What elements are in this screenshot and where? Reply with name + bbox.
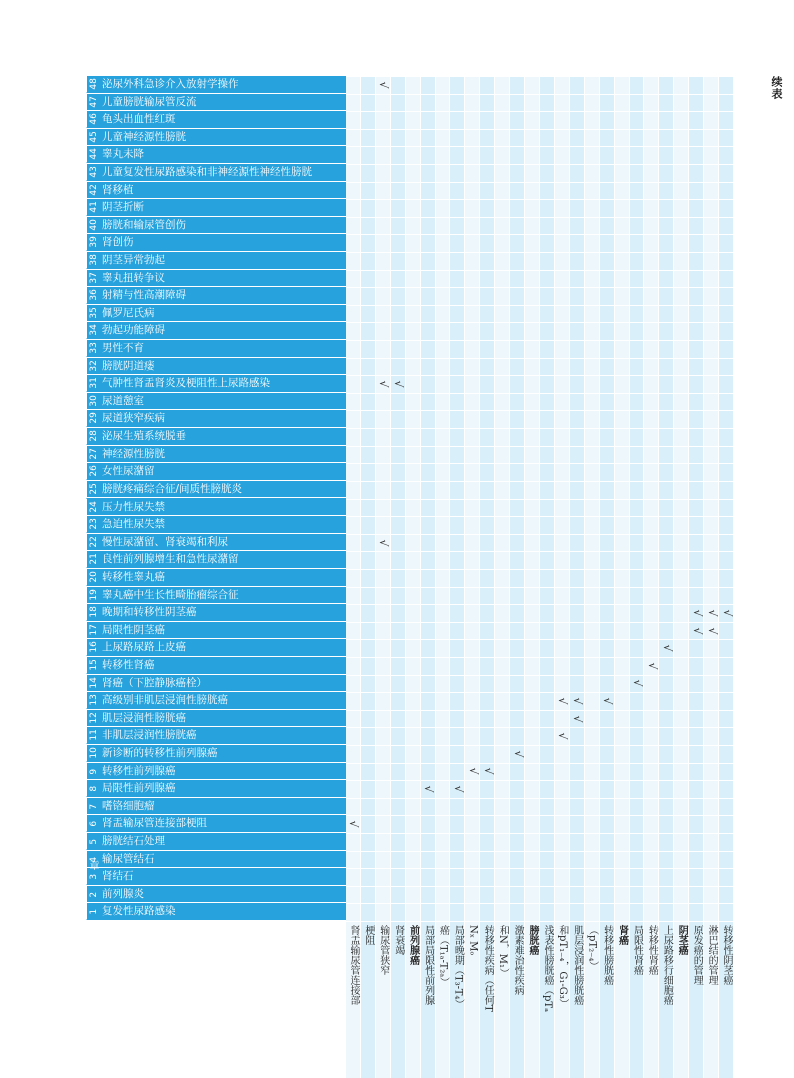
topic-label: 肌层浸润性膀胱癌 xyxy=(571,925,583,1005)
chapter-header-7 xyxy=(86,798,346,816)
chapter-number: 23 xyxy=(86,516,101,533)
chapter-number: 41 xyxy=(86,199,101,216)
grid-line xyxy=(346,234,734,235)
chapter-header-48 xyxy=(86,76,346,94)
chapter-number: 4 xyxy=(86,851,101,868)
chapter-title: 睾丸癌中生长性畸胎瘤综合征 xyxy=(102,588,239,601)
topic-label: 梗阻 xyxy=(362,925,374,945)
chapter-title: 男性不育 xyxy=(102,342,144,355)
chapter-number: 46 xyxy=(86,111,101,128)
grid-line xyxy=(346,851,734,852)
chapter-column-label: 章 xyxy=(87,860,98,870)
chapter-number: 47 xyxy=(86,94,101,111)
chapter-title: 泌尿外科急诊介入放射学操作 xyxy=(102,78,239,90)
check-mark: √ xyxy=(556,697,570,705)
chapter-header-36 xyxy=(86,287,346,305)
chapter-number: 37 xyxy=(86,270,101,287)
chapter-number: 14 xyxy=(86,675,101,692)
check-mark: √ xyxy=(571,715,585,723)
check-mark: √ xyxy=(705,627,719,635)
chapter-title: 女性尿潴留 xyxy=(102,465,155,478)
chapter-header-44 xyxy=(86,146,346,164)
check-mark: √ xyxy=(422,785,436,793)
grid-line xyxy=(346,868,734,869)
topic-label: 转移性膀胱癌 xyxy=(601,925,613,985)
grid-line xyxy=(346,886,734,887)
check-mark: √ xyxy=(481,767,495,775)
chapter-number: 43 xyxy=(86,164,101,181)
check-mark: √ xyxy=(705,609,719,617)
chapter-title: 高级别非肌层浸润性膀胱癌 xyxy=(102,694,228,707)
chapter-title: 睾丸未降 xyxy=(102,148,144,161)
grid-line xyxy=(346,657,734,658)
grid-line xyxy=(346,798,734,799)
chapter-title: 肾移植 xyxy=(102,183,134,196)
chapter-header-4 xyxy=(86,851,346,869)
grid-line xyxy=(346,340,734,341)
grid-line xyxy=(346,428,734,429)
chapter-title: 膀胱和输尿管创伤 xyxy=(102,218,186,231)
grid-line xyxy=(346,921,734,922)
chapter-number: 19 xyxy=(86,587,101,604)
grid-line xyxy=(346,745,734,746)
chapter-number: 28 xyxy=(86,428,101,445)
chapter-header-47 xyxy=(86,94,346,112)
grid-line xyxy=(346,305,734,306)
topic-label: 原发癌的管理 xyxy=(691,925,703,985)
topic-label: 癌（T₁ₐ-T₂ₐ） xyxy=(437,925,449,988)
grid-line xyxy=(346,199,734,200)
chapter-title: 肾创伤 xyxy=(102,236,134,249)
section-heading: 阴茎癌 xyxy=(676,925,688,955)
topic-label: 转移性疾病（任何T xyxy=(482,925,494,1012)
topic-label: 浅表性膀胱癌（pTₐ xyxy=(541,925,553,1012)
grid-line xyxy=(346,481,734,482)
grid-line xyxy=(346,622,734,623)
chapter-title: 膀胱阴道瘘 xyxy=(102,359,155,372)
chapter-header-6 xyxy=(86,815,346,833)
chapter-header-1 xyxy=(86,903,346,921)
grid-line xyxy=(346,780,734,781)
check-mark: √ xyxy=(347,820,361,828)
chapter-title: 膀胱疼痛综合征/间质性膀胱炎 xyxy=(102,482,243,495)
chapter-number: 42 xyxy=(86,182,101,199)
chapter-title: 睾丸扭转争议 xyxy=(102,271,165,284)
chapter-header-42 xyxy=(86,182,346,200)
chapter-title: 输尿管结石 xyxy=(102,852,155,865)
topic-label: 转移性阴茎癌 xyxy=(721,925,733,985)
chapter-header-29 xyxy=(86,410,346,428)
chapter-number: 32 xyxy=(86,358,101,375)
check-mark: √ xyxy=(720,609,734,617)
section-heading: 肾癌 xyxy=(616,925,628,945)
chapter-number: 45 xyxy=(86,129,101,146)
chapter-number: 10 xyxy=(86,745,101,762)
grid-line xyxy=(346,569,734,570)
chapter-header-24 xyxy=(86,499,346,517)
grid-line xyxy=(346,252,734,253)
chapter-number: 39 xyxy=(86,234,101,251)
chapter-header-38 xyxy=(86,252,346,270)
chapter-number: 48 xyxy=(86,76,101,93)
grid-line xyxy=(346,322,734,323)
grid-line xyxy=(346,358,734,359)
check-mark: √ xyxy=(690,609,704,617)
chapter-title: 阴茎异常勃起 xyxy=(102,254,165,267)
grid-line xyxy=(346,763,734,764)
grid-line xyxy=(346,639,734,640)
topic-label: 上尿路移行细胞癌 xyxy=(661,925,673,1005)
chapter-title: 肾癌（下腔静脉癌栓） xyxy=(102,676,207,689)
chapter-title: 肌层浸润性膀胱癌 xyxy=(102,711,186,724)
topic-label: 和N，M₁） xyxy=(497,925,509,978)
continued-label: 续表 xyxy=(770,76,783,100)
chapter-header-20 xyxy=(86,569,346,587)
grid-line xyxy=(346,410,734,411)
grid-line xyxy=(346,815,734,816)
grid-line xyxy=(346,587,734,588)
check-mark: √ xyxy=(377,81,391,89)
chapter-header-34 xyxy=(86,322,346,340)
chapter-title: 转移性睾丸癌 xyxy=(102,570,165,583)
chapter-number: 35 xyxy=(86,305,101,322)
grid-line xyxy=(346,675,734,676)
chapter-header-39 xyxy=(86,234,346,252)
grid-line xyxy=(346,129,734,130)
chapter-title: 阴茎折断 xyxy=(102,201,144,214)
grid-line xyxy=(346,287,734,288)
chapter-header-37 xyxy=(86,270,346,288)
chapter-title: 儿童膀胱输尿管反流 xyxy=(102,95,197,108)
chapter-header-14 xyxy=(86,675,346,693)
chapter-header-18 xyxy=(86,604,346,622)
grid-line xyxy=(346,375,734,376)
grid-line xyxy=(346,499,734,500)
chapter-number: 20 xyxy=(86,569,101,586)
grid-line xyxy=(346,551,734,552)
chapter-number: 44 xyxy=(86,146,101,163)
chapter-title: 转移性肾癌 xyxy=(102,658,155,671)
chapter-title: 非肌层浸润性膀胱癌 xyxy=(102,729,197,742)
grid-line xyxy=(346,393,734,394)
chapter-header-32 xyxy=(86,358,346,376)
chapter-header-35 xyxy=(86,305,346,323)
chapter-number: 12 xyxy=(86,710,101,727)
check-mark: √ xyxy=(511,750,525,758)
chapter-number: 38 xyxy=(86,252,101,269)
chapter-header-12 xyxy=(86,710,346,728)
chapter-header-8 xyxy=(86,780,346,798)
check-mark: √ xyxy=(392,380,406,388)
chapter-number: 3 xyxy=(86,868,101,885)
grid-line xyxy=(346,534,734,535)
chapter-title: 膀胱结石处理 xyxy=(102,834,165,847)
chapter-number: 1 xyxy=(86,903,101,920)
grid-line xyxy=(346,903,734,904)
chapter-number: 7 xyxy=(86,798,101,815)
check-mark: √ xyxy=(645,662,659,670)
grid-line xyxy=(346,76,734,77)
chapter-number: 34 xyxy=(86,322,101,339)
chapter-title: 龟头出血性红斑 xyxy=(102,113,176,126)
chapter-header-2 xyxy=(86,886,346,904)
grid-line xyxy=(346,270,734,271)
chapter-number: 21 xyxy=(86,551,101,568)
chapter-number: 40 xyxy=(86,217,101,234)
grid-line xyxy=(346,182,734,183)
chapter-title: 转移性前列腺癌 xyxy=(102,764,176,777)
grid-line xyxy=(346,833,734,834)
chapter-title: 尿道憩室 xyxy=(102,394,144,407)
chapter-number: 30 xyxy=(86,393,101,410)
chapter-title: 晚期和转移性阴茎癌 xyxy=(102,606,197,619)
section-heading: 前列腺癌 xyxy=(407,925,419,965)
chapter-title: 嗜铬细胞瘤 xyxy=(102,799,155,812)
chapter-number: 13 xyxy=(86,692,101,709)
chapter-title: 局限性前列腺癌 xyxy=(102,782,176,795)
check-mark: √ xyxy=(631,679,644,687)
grid-line xyxy=(346,217,734,218)
chapter-number: 29 xyxy=(86,410,101,427)
topic-label: 局部局限性前列腺 xyxy=(422,925,434,1005)
topic-label: 输尿管狭窄 xyxy=(377,925,389,975)
chapter-title: 气肿性肾盂肾炎及梗阻性上尿路感染 xyxy=(102,377,270,390)
chapter-number: 25 xyxy=(86,481,101,498)
chapter-number: 9 xyxy=(86,763,101,780)
check-mark: √ xyxy=(466,767,480,775)
chapter-title: 新诊断的转移性前列腺癌 xyxy=(102,746,218,759)
chapter-number: 17 xyxy=(86,622,101,639)
chapter-number: 5 xyxy=(86,833,101,850)
chapter-title: 肾盂输尿管连接部梗阻 xyxy=(102,817,207,830)
chapter-number: 18 xyxy=(86,604,101,621)
chapter-title: 慢性尿潴留、肾衰竭和利尿 xyxy=(102,535,228,548)
chapter-number: 24 xyxy=(86,499,101,516)
grid-line xyxy=(346,727,734,728)
chapter-title: 泌尿生殖系统脱垂 xyxy=(102,430,186,443)
chapter-title: 射精与性高潮障碍 xyxy=(102,289,186,302)
topic-label: 肾衰竭 xyxy=(392,925,404,955)
chapter-number: 36 xyxy=(86,287,101,304)
chapter-header-17 xyxy=(86,622,346,640)
topic-label: Nₓ Mₒ xyxy=(467,925,479,956)
chapter-title: 尿道狭窄疾病 xyxy=(102,412,165,425)
topic-label: （pT₂₋₄） xyxy=(586,925,598,972)
chapter-header-22 xyxy=(86,534,346,552)
chapter-header-21 xyxy=(86,551,346,569)
grid-line xyxy=(346,94,734,95)
check-mark: √ xyxy=(377,538,391,546)
check-mark: √ xyxy=(690,627,704,635)
chapter-header-5 xyxy=(86,833,346,851)
section-heading: 膀胱癌 xyxy=(527,925,539,955)
chapter-header-41 xyxy=(86,199,346,217)
chapter-title: 儿童神经源性膀胱 xyxy=(102,130,186,143)
chapter-number: 31 xyxy=(86,375,101,392)
chapter-number: 15 xyxy=(86,657,101,674)
chapter-title: 佩罗尼氏病 xyxy=(102,306,155,319)
check-mark: √ xyxy=(556,732,570,740)
chapter-header-26 xyxy=(86,463,346,481)
topic-label: 激素难治性疾病 xyxy=(512,925,524,995)
grid-line xyxy=(346,164,734,165)
chapter-title: 儿童复发性尿路感染和非神经源性神经性膀胱 xyxy=(102,166,312,179)
topic-label: 肾盂输尿管连接部 xyxy=(347,925,359,1005)
chapter-header-9 xyxy=(86,763,346,781)
chapter-header-11 xyxy=(86,727,346,745)
chapter-number: 22 xyxy=(86,534,101,551)
chapter-title: 上尿路尿路上皮癌 xyxy=(102,641,186,654)
chapter-header-15 xyxy=(86,657,346,675)
chapter-number: 33 xyxy=(86,340,101,357)
chapter-header-13 xyxy=(86,692,346,710)
chapter-title: 勃起功能障碍 xyxy=(102,324,165,337)
chapter-header-25 xyxy=(86,481,346,499)
chapter-title: 肾结石 xyxy=(102,870,134,883)
chapter-number: 6 xyxy=(86,815,101,832)
chapter-title: 急迫性尿失禁 xyxy=(102,518,165,531)
topic-label: 和pT₁₋₄，G₁-G₃） xyxy=(556,925,568,1009)
chapter-header-46 xyxy=(86,111,346,129)
check-mark: √ xyxy=(660,644,674,652)
chapter-header-27 xyxy=(86,446,346,464)
grid-line xyxy=(346,710,734,711)
check-mark: √ xyxy=(451,785,465,793)
topic-label: 局部晚期（T₃-T₄） xyxy=(452,925,464,1010)
chapter-title: 压力性尿失禁 xyxy=(102,500,165,513)
check-mark: √ xyxy=(571,697,585,705)
chapter-header-19 xyxy=(86,587,346,605)
check-mark: √ xyxy=(377,380,391,388)
grid-line xyxy=(346,516,734,517)
chapter-number: 2 xyxy=(86,886,101,903)
grid-line xyxy=(346,146,734,147)
chapter-number: 27 xyxy=(86,446,101,463)
chapter-header-16 xyxy=(86,639,346,657)
topic-label: 转移性肾癌 xyxy=(646,925,658,975)
chapter-header-30 xyxy=(86,393,346,411)
grid-line xyxy=(346,111,734,112)
chapter-header-45 xyxy=(86,129,346,147)
grid-line xyxy=(346,463,734,464)
chapter-number: 16 xyxy=(86,639,101,656)
chapter-title: 神经源性膀胱 xyxy=(102,447,165,460)
topic-label: 淋巴结的管理 xyxy=(706,925,718,985)
chapter-number: 11 xyxy=(86,727,101,744)
chapter-title: 前列腺炎 xyxy=(102,887,144,900)
topic-label: 局限性肾癌 xyxy=(631,925,643,975)
chapter-title: 局限性阴茎癌 xyxy=(102,623,165,636)
check-mark: √ xyxy=(601,697,615,705)
chapter-header-40 xyxy=(86,217,346,235)
chapter-title: 良性前列腺增生和急性尿潴留 xyxy=(102,553,239,566)
chapter-header-33 xyxy=(86,340,346,358)
chapter-title: 复发性尿路感染 xyxy=(102,905,176,918)
chapter-header-10 xyxy=(86,745,346,763)
grid-line xyxy=(346,604,734,605)
chapter-header-23 xyxy=(86,516,346,534)
chapter-header-43 xyxy=(86,164,346,182)
grid-line xyxy=(346,692,734,693)
grid-line xyxy=(346,446,734,447)
chapter-number: 8 xyxy=(86,780,101,797)
chapter-header-3 xyxy=(86,868,346,886)
chapter-header-31 xyxy=(86,375,346,393)
chapter-header-28 xyxy=(86,428,346,446)
chapter-number: 26 xyxy=(86,463,101,480)
